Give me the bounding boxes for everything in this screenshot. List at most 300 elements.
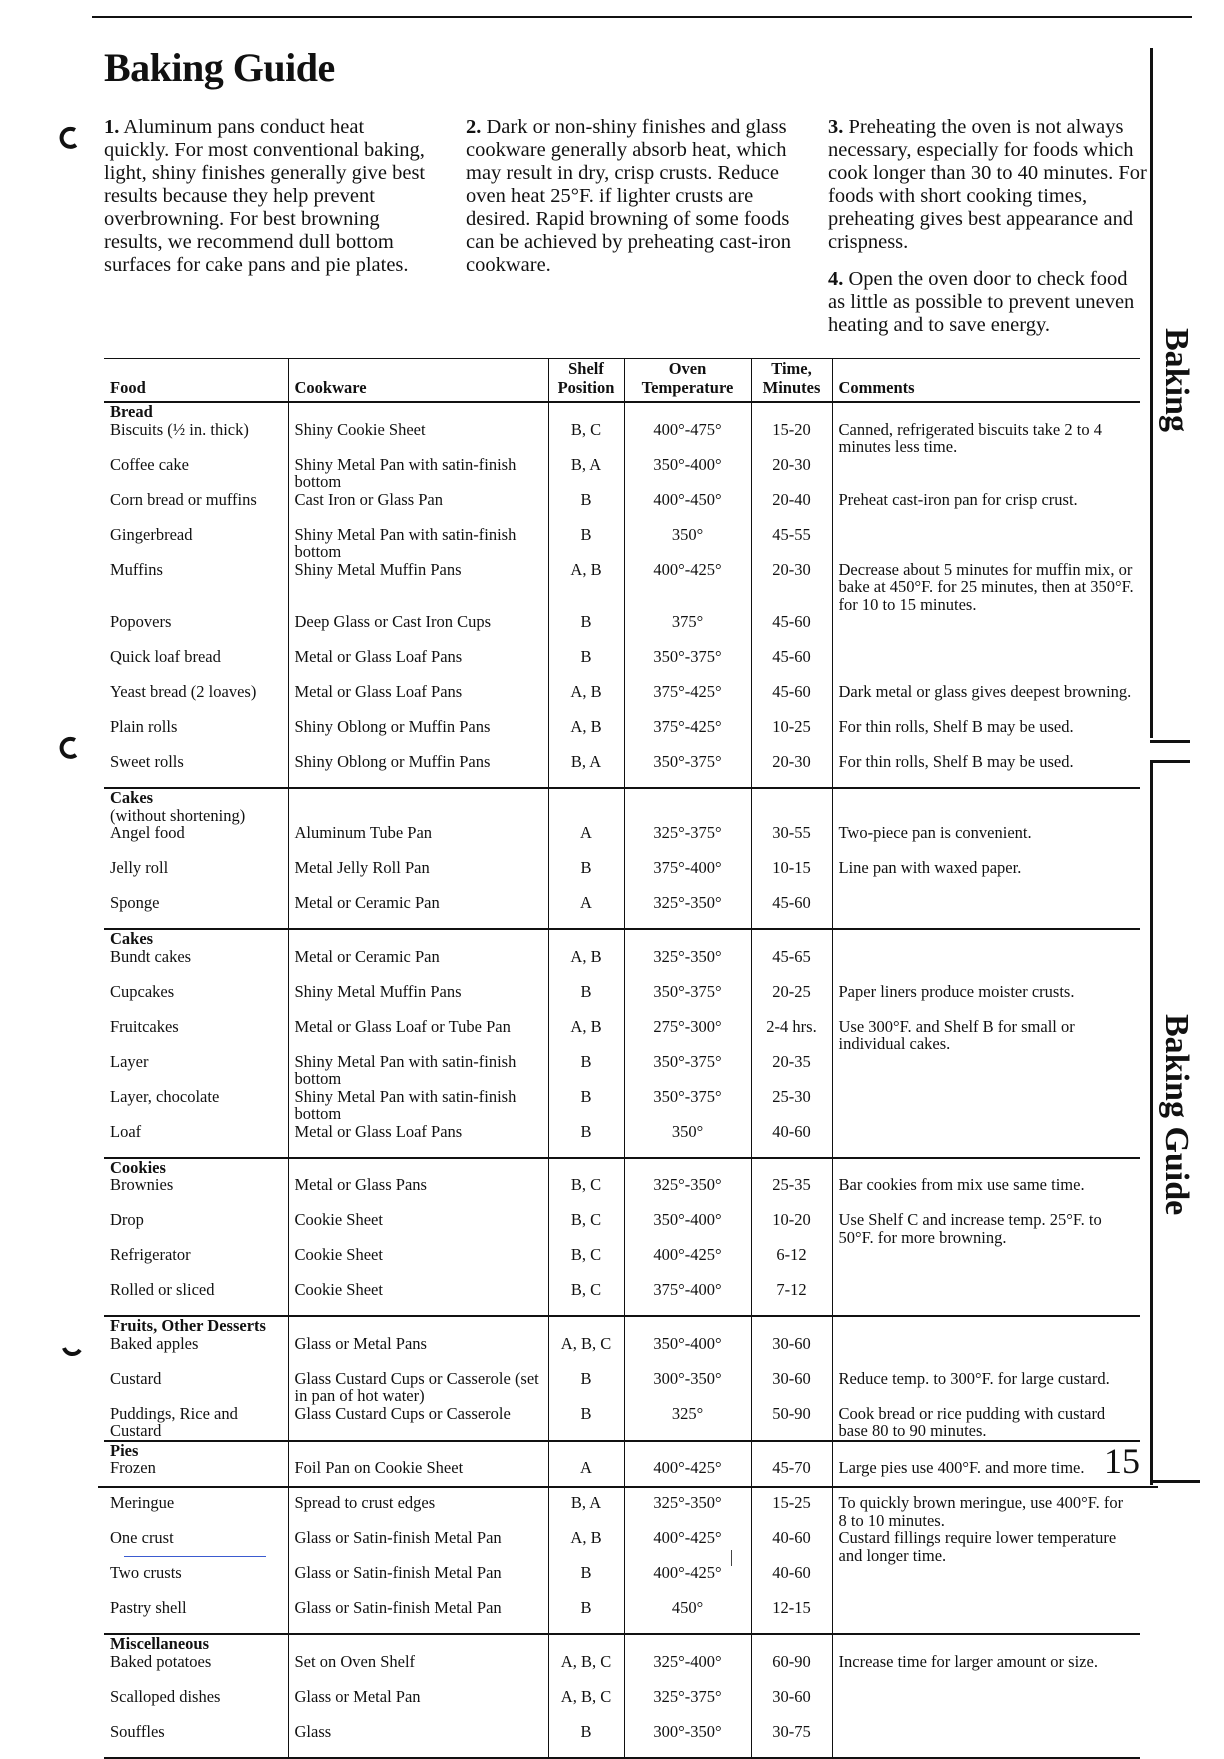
tab-divider xyxy=(1150,760,1190,763)
food-cell: Baked apples xyxy=(110,1333,199,1353)
shelf-cell: A, B xyxy=(548,683,624,718)
cookware-cell: Shiny Oblong or Muffin Pans xyxy=(288,718,548,753)
shelf-cell: B xyxy=(548,1053,624,1088)
food-cell: Bundt cakes xyxy=(110,946,192,966)
category-name: Miscellaneous xyxy=(110,1634,209,1653)
header-shelf: Shelf Position xyxy=(548,359,624,403)
category-name: Pies xyxy=(110,1440,139,1460)
table-row xyxy=(104,421,1140,456)
comments-cell: Preheat cast-iron pan for crisp crust. xyxy=(832,491,1140,526)
cookware-cell: Shiny Metal Pan with satin-finish bottom xyxy=(288,1053,548,1088)
temperature-cell: 400°-425° xyxy=(624,1246,751,1281)
shelf-cell: B xyxy=(548,648,624,683)
empty-cell xyxy=(288,929,548,948)
tip-text: Dark or non-shiny finishes and glass cookware generally absorb heat, which may result in dry, crisp crusts. Reduce oven heat 25°F. if lighter crusts are desired. Rapid browning of some foods can be achieved by preheating cast-iron cookware. xyxy=(466,116,791,276)
comments-cell: Canned, refrigerated biscuits take 2 to 4 minutes less time. xyxy=(832,421,1140,456)
cookware-cell: Metal or Glass Loaf Pans xyxy=(288,683,548,718)
table-section xyxy=(104,1441,1140,1635)
food-cell: Plain rolls xyxy=(110,717,178,736)
shelf-cell: B xyxy=(548,983,624,1018)
empty-cell xyxy=(832,929,1140,948)
temperature-cell: 325°-350° xyxy=(624,1176,751,1211)
tip-paragraph xyxy=(828,116,1148,254)
table-row xyxy=(104,983,1140,1018)
table-row xyxy=(104,1564,1140,1599)
table-row xyxy=(104,1653,1140,1688)
shelf-cell: B xyxy=(548,1123,624,1158)
time-cell: 30-55 xyxy=(751,824,832,859)
comments-cell xyxy=(832,526,1140,561)
table-section xyxy=(104,1634,1140,1758)
table-row xyxy=(104,1211,1140,1246)
temperature-cell: 375°-425° xyxy=(624,683,751,718)
comments-cell xyxy=(832,1088,1140,1123)
comments-cell xyxy=(832,894,1140,929)
empty-cell xyxy=(548,402,624,421)
empty-cell xyxy=(624,1634,751,1653)
shelf-cell: B, C xyxy=(548,1211,624,1246)
table-row xyxy=(104,683,1140,718)
table-row xyxy=(104,1281,1140,1316)
category-name: Cakes xyxy=(110,929,154,948)
empty-cell xyxy=(624,1158,751,1177)
binder-hole-icon xyxy=(60,1338,84,1362)
cookware-cell: Shiny Metal Muffin Pans xyxy=(288,983,548,1018)
category-name: Bread xyxy=(110,402,153,421)
temperature-cell: 350°-400° xyxy=(624,1335,751,1370)
food-cell: Rolled or sliced xyxy=(110,1280,215,1299)
empty-cell xyxy=(624,929,751,948)
time-cell: 45-60 xyxy=(751,648,832,683)
time-cell: 20-30 xyxy=(751,753,832,788)
cookware-cell: Deep Glass or Cast Iron Cups xyxy=(288,613,548,648)
food-cell: One crust xyxy=(110,1528,174,1547)
temperature-cell: 325°-375° xyxy=(624,824,751,859)
empty-cell xyxy=(288,788,548,824)
tip-number: 4. xyxy=(828,268,844,290)
comments-cell xyxy=(832,1335,1140,1370)
temperature-cell: 350° xyxy=(624,526,751,561)
empty-cell xyxy=(624,1441,751,1460)
table-row xyxy=(104,824,1140,859)
binder-hole-icon xyxy=(58,126,82,150)
time-cell: 20-30 xyxy=(751,456,832,491)
empty-cell xyxy=(288,1634,548,1653)
temperature-cell: 375°-400° xyxy=(624,859,751,894)
cookware-cell: Shiny Oblong or Muffin Pans xyxy=(288,753,548,788)
shelf-cell: B xyxy=(548,1723,624,1758)
empty-cell xyxy=(751,402,832,421)
header-food: Food xyxy=(104,359,288,403)
time-cell: 20-35 xyxy=(751,1053,832,1088)
food-cell: Layer xyxy=(110,1051,149,1071)
time-cell: 15-25 xyxy=(751,1494,832,1529)
temperature-cell: 375°-425° xyxy=(624,718,751,753)
time-cell: 30-60 xyxy=(751,1370,832,1405)
comments-cell: For thin rolls, Shelf B may be used. xyxy=(832,718,1140,753)
table-row xyxy=(104,1459,1140,1494)
category-label xyxy=(104,1316,288,1335)
table-row xyxy=(104,1529,1140,1564)
category-row xyxy=(104,788,1140,824)
shelf-cell: A, B xyxy=(548,1018,624,1053)
empty-cell xyxy=(548,1634,624,1653)
temperature-cell: 350°-375° xyxy=(624,753,751,788)
food-cell: Two crusts xyxy=(110,1563,182,1582)
empty-cell xyxy=(548,1158,624,1177)
empty-cell xyxy=(832,788,1140,824)
category-row xyxy=(104,1316,1140,1335)
comments-cell xyxy=(832,1599,1140,1634)
table-row xyxy=(104,894,1140,929)
shelf-cell: B xyxy=(548,1599,624,1634)
food-cell: Fruitcakes xyxy=(110,1016,179,1036)
table-header-row xyxy=(104,359,1140,403)
cookware-cell: Glass Custard Cups or Casserole xyxy=(288,1405,548,1441)
shelf-cell: A, B, C xyxy=(548,1653,624,1688)
comments-cell xyxy=(832,1123,1140,1158)
food-cell: Popovers xyxy=(110,612,172,631)
category-row xyxy=(104,402,1140,421)
shelf-cell: B xyxy=(548,859,624,894)
cookware-cell: Shiny Metal Pan with satin-finish bottom xyxy=(288,456,548,491)
shelf-cell: B xyxy=(548,491,624,526)
table-row xyxy=(104,1370,1140,1405)
shelf-cell: B xyxy=(548,1405,624,1441)
temperature-cell: 400°-425° xyxy=(624,1529,751,1564)
time-cell: 45-60 xyxy=(751,613,832,648)
temperature-cell: 400°-425° xyxy=(624,561,751,614)
table-row xyxy=(104,718,1140,753)
shelf-cell: B xyxy=(548,526,624,561)
cookware-cell: Glass or Metal Pan xyxy=(288,1688,548,1723)
food-cell: Biscuits (½ in. thick) xyxy=(110,419,249,439)
time-cell: 30-60 xyxy=(751,1335,832,1370)
time-cell: 25-30 xyxy=(751,1088,832,1123)
header-cookware: Cookware xyxy=(288,359,548,403)
category-name: Cakes xyxy=(110,788,154,807)
comments-cell: Use Shelf C and increase temp. 25°F. to 50°F. for more browning. xyxy=(832,1211,1140,1246)
food-cell: Angel food xyxy=(110,823,185,842)
category-label xyxy=(104,1441,288,1460)
comments-cell xyxy=(832,948,1140,983)
food-cell: Sweet rolls xyxy=(110,752,184,771)
table-section xyxy=(104,1316,1140,1441)
comments-cell: Dark metal or glass gives deepest browning. xyxy=(832,683,1140,718)
table-row xyxy=(104,1335,1140,1370)
comments-cell: For thin rolls, Shelf B may be used. xyxy=(832,753,1140,788)
empty-cell xyxy=(832,1634,1140,1653)
shelf-cell: A xyxy=(548,824,624,859)
category-label xyxy=(104,1158,288,1177)
baking-guide-table xyxy=(104,358,1140,1759)
table-row xyxy=(104,1599,1140,1634)
empty-cell xyxy=(751,1316,832,1335)
tip-number: 1. xyxy=(104,116,120,138)
shelf-cell: B, C xyxy=(548,421,624,456)
temperature-cell: 275°-300° xyxy=(624,1018,751,1053)
comments-cell: Custard fillings require lower temperature and longer time. xyxy=(832,1529,1140,1564)
food-cell: Quick loaf bread xyxy=(110,647,221,666)
header-time: Time, Minutes xyxy=(751,359,832,403)
empty-cell xyxy=(832,1441,1140,1460)
shelf-cell: A, B xyxy=(548,718,624,753)
cookware-cell: Shiny Cookie Sheet xyxy=(288,421,548,456)
binder-hole-icon xyxy=(58,736,82,760)
food-cell: Loaf xyxy=(110,1121,142,1141)
shelf-cell: B, A xyxy=(548,456,624,491)
time-cell: 40-60 xyxy=(751,1529,832,1564)
time-cell: 45-55 xyxy=(751,526,832,561)
table-row xyxy=(104,561,1140,614)
shelf-cell: A, B, C xyxy=(548,1335,624,1370)
top-rule xyxy=(92,16,1192,18)
cookware-cell: Shiny Metal Muffin Pans xyxy=(288,561,548,614)
time-cell: 10-15 xyxy=(751,859,832,894)
tip-column-2 xyxy=(466,116,796,291)
time-cell: 30-60 xyxy=(751,1688,832,1723)
side-tab-baking: Baking xyxy=(1158,328,1195,432)
cookware-cell: Glass or Satin-finish Metal Pan xyxy=(288,1564,548,1599)
empty-cell xyxy=(751,1634,832,1653)
empty-cell xyxy=(548,929,624,948)
temperature-cell: 300°-350° xyxy=(624,1370,751,1405)
table-row xyxy=(104,491,1140,526)
tab-divider xyxy=(1150,740,1190,743)
page-title: Baking Guide xyxy=(104,45,335,90)
comments-cell: Decrease about 5 minutes for muffin mix, or bake at 450°F. for 25 minutes, then at 350°F. for 10 to 15 minutes. xyxy=(832,561,1140,614)
table-row xyxy=(104,526,1140,561)
cookware-cell: Metal or Ceramic Pan xyxy=(288,948,548,983)
comments-cell: To quickly brown meringue, use 400°F. for 8 to 10 minutes. xyxy=(832,1494,1140,1529)
food-cell: Drop xyxy=(110,1210,144,1229)
comments-cell xyxy=(832,1053,1140,1088)
shelf-cell: B, A xyxy=(548,1494,624,1529)
table-section xyxy=(104,402,1140,788)
time-cell: 20-40 xyxy=(751,491,832,526)
gutter-mark xyxy=(731,1550,732,1566)
comments-cell xyxy=(832,613,1140,648)
empty-cell xyxy=(751,929,832,948)
food-cell: Pastry shell xyxy=(110,1598,187,1617)
temperature-cell: 400°-425° xyxy=(624,1564,751,1599)
table-row xyxy=(104,1723,1140,1758)
temperature-cell: 350°-375° xyxy=(624,1053,751,1088)
table-section xyxy=(104,929,1140,1158)
cookware-cell: Aluminum Tube Pan xyxy=(288,824,548,859)
category-subtitle: (without shortening) xyxy=(110,805,246,825)
empty-cell xyxy=(751,1441,832,1460)
category-label xyxy=(104,402,288,421)
right-edge-rule xyxy=(1150,760,1153,1485)
shelf-cell: A xyxy=(548,894,624,929)
food-cell: Meringue xyxy=(110,1493,175,1512)
temperature-cell: 350°-375° xyxy=(624,648,751,683)
empty-cell xyxy=(548,788,624,824)
food-cell: Muffins xyxy=(110,559,163,579)
time-cell: 45-70 xyxy=(751,1459,832,1494)
time-cell: 45-65 xyxy=(751,948,832,983)
table-row xyxy=(104,1123,1140,1158)
cookware-cell: Glass xyxy=(288,1723,548,1758)
time-cell: 30-75 xyxy=(751,1723,832,1758)
time-cell: 50-90 xyxy=(751,1405,832,1441)
time-cell: 2-4 hrs. xyxy=(751,1018,832,1053)
tip-number: 3. xyxy=(828,116,844,138)
table-row xyxy=(104,613,1140,648)
shelf-cell: A, B xyxy=(548,948,624,983)
time-cell: 6-12 xyxy=(751,1246,832,1281)
cookware-cell: Metal or Ceramic Pan xyxy=(288,894,548,929)
category-row xyxy=(104,929,1140,948)
time-cell: 10-20 xyxy=(751,1211,832,1246)
empty-cell xyxy=(751,1158,832,1177)
category-name: Fruits, Other Desserts xyxy=(110,1316,266,1335)
food-cell: Souffles xyxy=(110,1721,165,1741)
table-row xyxy=(104,859,1140,894)
food-cell: Cupcakes xyxy=(110,981,175,1001)
scan-artifact-line xyxy=(124,1556,266,1557)
time-cell: 7-12 xyxy=(751,1281,832,1316)
cookware-cell: Metal or Glass Loaf Pans xyxy=(288,648,548,683)
food-cell: Coffee cake xyxy=(110,454,189,474)
temperature-cell: 350°-375° xyxy=(624,983,751,1018)
comments-cell: Use 300°F. and Shelf B for small or individual cakes. xyxy=(832,1018,1140,1053)
time-cell: 40-60 xyxy=(751,1123,832,1158)
tip-column-3 xyxy=(828,116,1148,351)
food-cell: Baked potatoes xyxy=(110,1651,212,1671)
temperature-cell: 350°-400° xyxy=(624,1211,751,1246)
cookware-cell: Glass or Satin-finish Metal Pan xyxy=(288,1599,548,1634)
table-row xyxy=(104,1405,1140,1441)
food-cell: Refrigerator xyxy=(110,1245,191,1264)
comments-cell: Bar cookies from mix use same time. xyxy=(832,1176,1140,1211)
table-row xyxy=(104,1494,1140,1529)
empty-cell xyxy=(832,1158,1140,1177)
comments-cell xyxy=(832,648,1140,683)
temperature-cell: 400°-425° xyxy=(624,1459,751,1494)
category-name: Cookies xyxy=(110,1157,166,1177)
cookware-cell: Metal or Glass Pans xyxy=(288,1176,548,1211)
food-cell: Puddings, Rice and Custard xyxy=(110,1403,238,1440)
comments-cell: Reduce temp. to 300°F. for large custard. xyxy=(832,1370,1140,1405)
time-cell: 45-60 xyxy=(751,683,832,718)
shelf-cell: B, A xyxy=(548,753,624,788)
comments-cell xyxy=(832,1246,1140,1281)
cookware-cell: Shiny Metal Pan with satin-finish bottom xyxy=(288,526,548,561)
cookware-cell: Cast Iron or Glass Pan xyxy=(288,491,548,526)
time-cell: 25-35 xyxy=(751,1176,832,1211)
shelf-cell: B, C xyxy=(548,1246,624,1281)
temperature-cell: 400°-475° xyxy=(624,421,751,456)
time-cell: 20-25 xyxy=(751,983,832,1018)
empty-cell xyxy=(832,402,1140,421)
temperature-cell: 375°-400° xyxy=(624,1281,751,1316)
food-cell: Gingerbread xyxy=(110,524,193,544)
temperature-cell: 325°-350° xyxy=(624,894,751,929)
cookware-cell: Metal Jelly Roll Pan xyxy=(288,859,548,894)
table-row xyxy=(104,1088,1140,1123)
table-row xyxy=(104,456,1140,491)
cookware-cell: Cookie Sheet xyxy=(288,1246,548,1281)
comments-cell: Large pies use 400°F. and more time. xyxy=(832,1459,1140,1494)
time-cell: 10-25 xyxy=(751,718,832,753)
table-row xyxy=(104,948,1140,983)
food-cell: Yeast bread (2 loaves) xyxy=(110,682,257,701)
category-row xyxy=(104,1441,1140,1460)
category-row xyxy=(104,1158,1140,1177)
comments-cell xyxy=(832,1564,1140,1599)
empty-cell xyxy=(832,1316,1140,1335)
category-label xyxy=(104,1634,288,1653)
cookware-cell: Glass or Satin-finish Metal Pan xyxy=(288,1529,548,1564)
category-label xyxy=(104,929,288,948)
table-row xyxy=(104,753,1140,788)
shelf-cell: B xyxy=(548,1564,624,1599)
header-comments: Comments xyxy=(832,359,1140,403)
shelf-cell: A, B, C xyxy=(548,1688,624,1723)
bottom-tick xyxy=(1150,1480,1200,1483)
temperature-cell: 350° xyxy=(624,1123,751,1158)
time-cell: 15-20 xyxy=(751,421,832,456)
temperature-cell: 325°-375° xyxy=(624,1688,751,1723)
temperature-cell: 400°-450° xyxy=(624,491,751,526)
empty-cell xyxy=(751,788,832,824)
comments-cell: Paper liners produce moister crusts. xyxy=(832,983,1140,1018)
empty-cell xyxy=(548,1441,624,1460)
bottom-rule xyxy=(98,1486,1158,1488)
empty-cell xyxy=(624,402,751,421)
time-cell: 12-15 xyxy=(751,1599,832,1634)
temperature-cell: 375° xyxy=(624,613,751,648)
header-temperature: Oven Temperature xyxy=(624,359,751,403)
table-section xyxy=(104,1158,1140,1317)
time-cell: 40-60 xyxy=(751,1564,832,1599)
tip-paragraph xyxy=(828,268,1148,337)
table-row xyxy=(104,1688,1140,1723)
comments-cell xyxy=(832,1723,1140,1758)
right-edge-rule xyxy=(1150,48,1153,738)
shelf-cell: A, B xyxy=(548,561,624,614)
shelf-cell: B, C xyxy=(548,1176,624,1211)
cookware-cell: Glass Custard Cups or Casserole (set in pan of hot water) xyxy=(288,1370,548,1405)
tip-text: Open the oven door to check food as little as possible to prevent uneven heating and to save energy. xyxy=(828,268,1135,336)
cookware-cell: Shiny Metal Pan with satin-finish bottom xyxy=(288,1088,548,1123)
empty-cell xyxy=(548,1316,624,1335)
empty-cell xyxy=(288,1441,548,1460)
comments-cell: Two-piece pan is convenient. xyxy=(832,824,1140,859)
tip-number: 2. xyxy=(466,116,482,138)
cookware-cell: Cookie Sheet xyxy=(288,1211,548,1246)
food-cell: Layer, chocolate xyxy=(110,1086,220,1106)
shelf-cell: B xyxy=(548,613,624,648)
cookware-cell: Glass or Metal Pans xyxy=(288,1335,548,1370)
side-tab-baking-guide: Baking Guide xyxy=(1158,1014,1195,1216)
food-cell: Sponge xyxy=(110,893,160,912)
temperature-cell: 325°-350° xyxy=(624,948,751,983)
tip-column-1 xyxy=(104,116,434,291)
empty-cell xyxy=(624,1316,751,1335)
comments-cell: Line pan with waxed paper. xyxy=(832,859,1140,894)
empty-cell xyxy=(288,402,548,421)
comments-cell: Cook bread or rice pudding with custard base 80 to 90 minutes. xyxy=(832,1405,1140,1441)
shelf-cell: B xyxy=(548,1088,624,1123)
category-row xyxy=(104,1634,1140,1653)
category-label xyxy=(104,788,288,824)
table-row xyxy=(104,1176,1140,1211)
cookware-cell: Spread to crust edges xyxy=(288,1494,548,1529)
temperature-cell: 325°-350° xyxy=(624,1494,751,1529)
